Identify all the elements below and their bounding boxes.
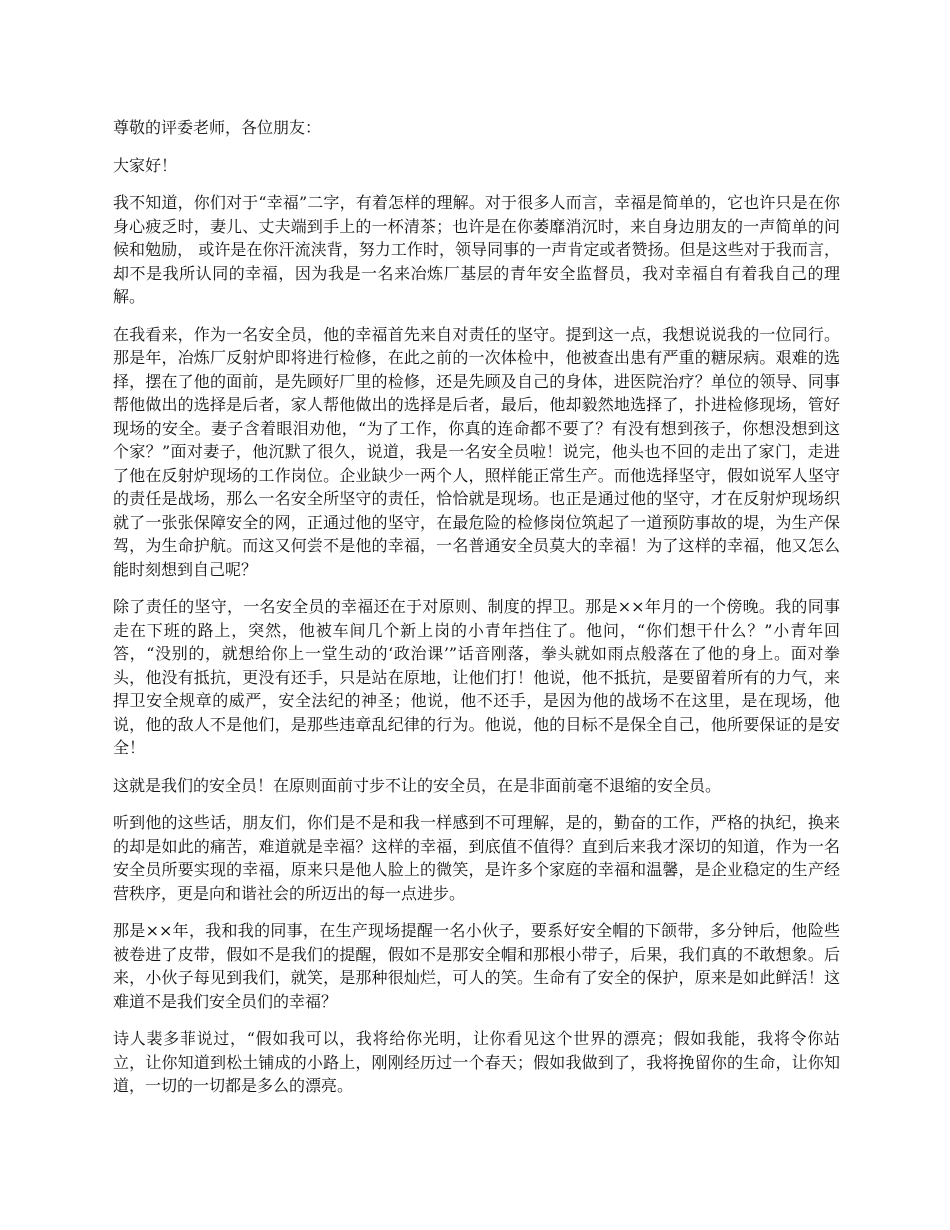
paragraph-helmet-story: 那是××年，我和我的同事，在生产现场提醒一名小伙子，要系好安全帽的下颌带，多分钟后，他险些被卷进了皮带，假如不是我们的提醒，假如不是那安全帽和那根小带子，后果，我们真的不敢想象。后来，小伙子每见到我们，就笑，是那种很灿烂，可人的笑。生命有了安全的保护，原来是如此鲜活！这难道不是我们安全员们的幸福？ — [113, 921, 840, 1011]
document-body — [113, 116, 840, 1112]
paragraph-reflection: 听到他的这些话，朋友们，你们是不是和我一样感到不可理解，是的，勤奋的工作，严格的执纪，换来的却是如此的痛苦，难道就是幸福？这样的幸福，到底值不值得？直到后来我才深切的知道，作为一名安全员所要实现的幸福，原来只是他人脸上的微笑，是许多个家庭的幸福和温馨，是企业稳定的生产经营秩序，更是向和谐社会的所迈出的每一点进步。 — [113, 813, 840, 903]
salutation: 尊敬的评委老师，各位朋友： — [113, 118, 322, 137]
paragraph-safety-officer: 这就是我们的安全员！在原则面前寸步不让的安全员，在是非面前毫不退缩的安全员。 — [113, 775, 722, 795]
paragraph-poet-quote: 诗人裴多菲说过，“假如我可以，我将给你光明，让你看见这个世界的漂亮；假如我能，我将令你站立，让你知道到松土铺成的小路上，刚刚经历过一个春天；假如我做到了，我将挽留你的生命，让你知道，一切的一切都是多么的漂亮。 — [113, 1029, 840, 1095]
paragraph-principle: 除了责任的坚守，一名安全员的幸福还在于对原则、制度的捍卫。那是××年月的一个傍晚。我的同事走在下班的路上，突然，他被车间几个新上岗的小青年挡住了。他问，“你们想干什么？”小青年回答，“没别的，就想给你上一堂生动的‘政治课’”话音刚落，拳头就如雨点般落在了他的身上。面对拳头，他没有抵抗，更没有还手，只是站在原地，让他们打！他说，他不抵抗，是要留着所有的力气，来捍卫安全规章的威严，安全法纪的神圣；他说，他不还手，是因为他的战场不在这里，是在现场，他说，他的敌人不是他们，是那些违章乱纪律的行为。他说，他的目标不是保全自己，他所要保证的是安全！ — [113, 597, 840, 757]
greeting: 大家好！ — [113, 155, 178, 175]
paragraph-responsibility: 在我看来，作为一名安全员，他的幸福首先来自对责任的坚守。提到这一点，我想说说我的一位同行。那是年，冶炼厂反射炉即将进行检修，在此之前的一次体检中，他被查出患有严重的糖尿病。艰难的选择，摆在了他的面前，是先顾好厂里的检修，还是先顾及自己的身体，进医院治疗？单位的领导、同事帮他做出的选择是后者，家人帮他做出的选择是后者，最后，他却毅然地选择了，扑进检修现场，管好现场的安全。妻子含着眼泪劝他，“为了工作，你真的连命都不要了？有没有想到孩子，你想没想到这个家？”面对妻子，他沉默了很久，说道，我是一名安全员啦！说完，他头也不回的走出了家门，走进了他在反射炉现场的工作岗位。企业缺少一两个人，照样能正常生产。而他选择坚守，假如说军人坚守的责任是战场，那么一名安全所坚守的责任，恰恰就是现场。也正是通过他的坚守，才在反射炉现场织就了一张张保障安全的网，正通过他的坚守，在最危险的检修岗位筑起了一道预防事故的堤，为生产保驾，为生命护航。而这又何尝不是他的幸福，一名普通安全员莫大的幸福！为了这样的幸福，他又怎么能时刻想到自己呢？ — [113, 324, 840, 579]
paragraph-intro: 我不知道，你们对于“幸福”二字，有着怎样的理解。对于很多人而言，幸福是简单的，它也许只是在你身心疲乏时，妻儿、丈夫端到手上的一杯清茶；也许是在你萎靡消沉时，来自身边朋友的一声简单的问候和勉励， 或许是在你汗流浃背，努力工作时，领导同事的一声肯定或者赞扬。但是这些对于我而言，却不是我所认同的幸福，因为我是一名来冶炼厂基层的青年安全监督员，我对幸福自有着我自己的理解。 — [113, 193, 840, 306]
